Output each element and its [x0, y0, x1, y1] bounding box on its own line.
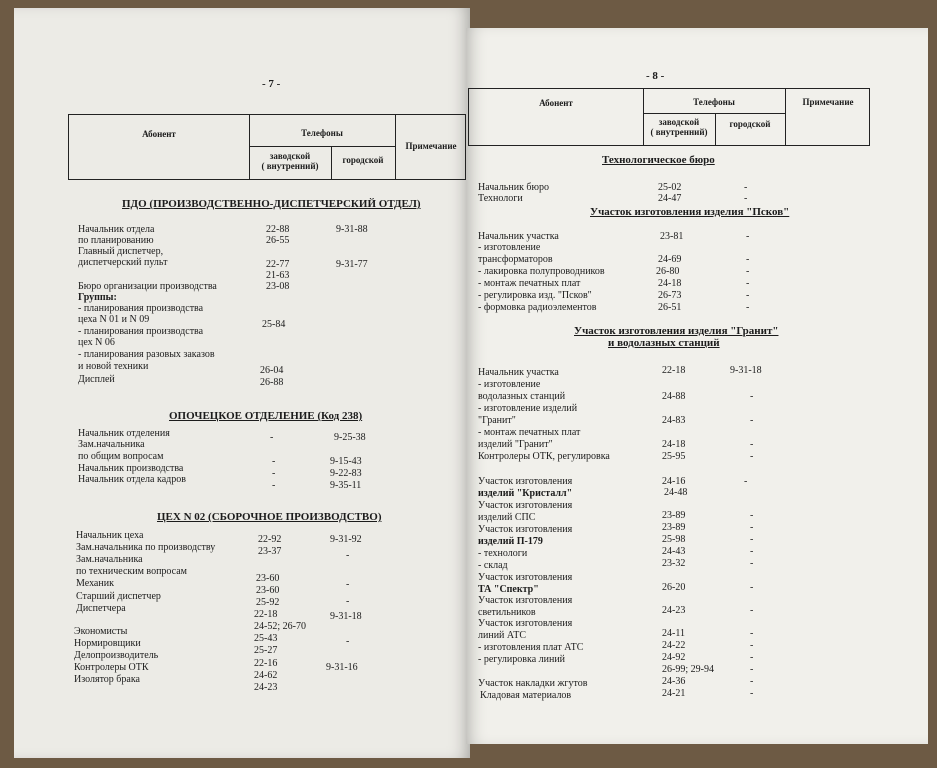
entry-internal: 24-88 — [662, 391, 686, 402]
section-title: Участок изготовления изделия "Гранит" — [574, 325, 779, 337]
entry-city: - — [750, 558, 754, 569]
entry-city: - — [750, 652, 754, 663]
entry-city: - — [744, 193, 748, 204]
entry-name: "Гранит" — [478, 415, 516, 426]
header-abonent: Абонент — [539, 98, 573, 108]
entry-city: - — [750, 534, 754, 545]
entry-city: 9-22-83 — [330, 468, 362, 479]
header-factory: заводской — [269, 151, 311, 161]
entry-name: по планированию — [78, 235, 154, 246]
entry-city: - — [750, 628, 754, 639]
entry-name: цеха N 01 и N 09 — [78, 314, 150, 325]
entry-city: - — [746, 266, 750, 277]
entry-name: диспетчерский пульт — [78, 257, 168, 268]
page-number: - 8 - — [646, 70, 665, 82]
entry-internal: 22-16 — [254, 658, 278, 669]
entry-internal: 23-37 — [258, 546, 282, 557]
entry-internal: 24-43 — [662, 546, 686, 557]
entry-name: Зам.начальника — [78, 439, 145, 450]
header-table — [468, 88, 870, 146]
entry-name: - изготовление изделий — [478, 403, 578, 414]
entry-name: - регулировка изд. "Псков" — [478, 290, 592, 301]
entry-name: Контролеры ОТК — [74, 662, 149, 673]
entry-name: Начальник отделения — [78, 428, 170, 439]
entry-internal: 24-69 — [658, 254, 682, 265]
right-page — [466, 28, 928, 744]
entry-name: Механик — [76, 578, 114, 589]
entry-name: Начальник участка — [478, 367, 559, 378]
entry-name: трансформаторов — [478, 254, 553, 265]
section-title: и водолазных станций — [608, 337, 720, 349]
entry-internal: 23-08 — [266, 281, 290, 292]
entry-internal: 25-27 — [254, 645, 278, 656]
entry-name: - лакировка полупроводников — [478, 266, 605, 277]
entry-internal: 23-81 — [660, 231, 684, 242]
entry-internal: 24-62 — [254, 670, 278, 681]
entry-name: - изготовления плат АТС — [478, 642, 584, 653]
entry-internal: 23-60 — [256, 573, 280, 584]
entry-name: Кладовая материалов — [480, 690, 572, 701]
entry-name: Начальник участка — [478, 231, 559, 242]
entry-city: - — [750, 582, 754, 593]
entry-name: Старший диспетчер — [76, 591, 161, 602]
entry-city: - — [750, 664, 754, 675]
entry-city: - — [746, 231, 750, 242]
entry-internal: 26-80 — [656, 266, 680, 277]
entry-city: - — [750, 522, 754, 533]
entry-name: Участок накладки жгутов — [478, 678, 588, 689]
entry-name: Дисплей — [78, 374, 115, 385]
header-abonent: Абонент — [142, 129, 176, 139]
entry-city: - — [750, 510, 754, 521]
entry-city: 9-31-77 — [336, 259, 368, 270]
entry-city: 9-31-18 — [330, 611, 362, 622]
header-phones: Телефоны — [693, 97, 735, 107]
entry-name: Участок изготовления — [478, 476, 573, 487]
section-title: Технологическое бюро — [602, 154, 715, 166]
entry-internal: 26-20 — [662, 582, 686, 593]
entry-internal: 21-63 — [266, 270, 290, 281]
entry-city: - — [346, 596, 350, 607]
entry-internal: - — [272, 468, 276, 479]
entry-name: Делопроизводитель — [74, 650, 159, 661]
entry-internal: 25-98 — [662, 534, 686, 545]
entry-name: Группы: — [78, 292, 117, 303]
entry-name: - планирования производства — [78, 326, 204, 337]
entry-name: Контролеры ОТК, регулировка — [478, 451, 610, 462]
entry-city: 9-31-16 — [326, 662, 358, 673]
entry-name: цех N 06 — [78, 337, 115, 348]
entry-name: изделий "Кристалл" — [478, 488, 573, 499]
entry-name: Технологи — [478, 193, 523, 204]
entry-name: линий АТС — [478, 630, 527, 641]
entry-internal: - — [272, 480, 276, 491]
entry-name: - изготовление — [478, 379, 541, 390]
entry-name: по общим вопросам — [78, 451, 164, 462]
entry-city: 9-15-43 — [330, 456, 362, 467]
entry-city: - — [746, 302, 750, 313]
section-title: ОПОЧЕЦКОЕ ОТДЕЛЕНИЕ (Код 238) — [169, 410, 363, 422]
entry-name: - планирования производства — [78, 303, 204, 314]
entry-name: - планирования разовых заказов — [78, 349, 215, 360]
entry-internal: 24-22 — [662, 640, 686, 651]
entry-city: - — [746, 278, 750, 289]
header-table — [68, 114, 466, 180]
entry-name: Участок изготовления — [478, 618, 573, 629]
entry-name: Бюро организации производства — [78, 281, 217, 292]
entry-city: 9-25-38 — [334, 432, 366, 443]
header-note: Примечание — [802, 97, 854, 107]
entry-name: - монтаж печатных плат — [478, 278, 581, 289]
entry-internal: 22-77 — [266, 259, 290, 270]
entry-internal: 25-43 — [254, 633, 278, 644]
entry-name: Участок изготовления — [478, 524, 573, 535]
entry-internal: 26-55 — [266, 235, 290, 246]
entry-internal: 23-89 — [662, 510, 686, 521]
entry-name: светильников — [478, 607, 536, 618]
entry-internal: 22-18 — [254, 609, 278, 620]
left-page — [14, 8, 470, 758]
entry-name: - монтаж печатных плат — [478, 427, 581, 438]
entry-name: Зам.начальника — [76, 554, 143, 565]
entry-internal: 24-16 — [662, 476, 686, 487]
entry-name: Начальник отдела — [78, 224, 155, 235]
entry-city: - — [750, 451, 754, 462]
entry-city: - — [346, 550, 350, 561]
entry-city: - — [744, 476, 748, 487]
entry-city: 9-31-18 — [730, 365, 762, 376]
entry-internal: 24-18 — [662, 439, 686, 450]
entry-internal: 25-95 — [662, 451, 686, 462]
entry-internal: 23-89 — [662, 522, 686, 533]
entry-city: - — [750, 439, 754, 450]
entry-name: Начальник отдела кадров — [78, 474, 186, 485]
header-city: городской — [729, 119, 771, 129]
entry-internal: 24-48 — [664, 487, 688, 498]
entry-name: Начальник производства — [78, 463, 184, 474]
entry-internal: 24-36 — [662, 676, 686, 687]
entry-name: Нормировщики — [74, 638, 141, 649]
entry-internal: 24-92 — [662, 652, 686, 663]
entry-internal: 24-47 — [658, 193, 682, 204]
entry-internal: 22-88 — [266, 224, 290, 235]
entry-internal: 24-52; 26-70 — [254, 621, 306, 632]
entry-city: - — [750, 546, 754, 557]
entry-name: по техническим вопросам — [76, 566, 188, 577]
entry-name: Участок изготовления — [478, 595, 573, 606]
entry-city: - — [346, 636, 350, 647]
entry-internal: 26-88 — [260, 377, 284, 388]
entry-city: - — [750, 676, 754, 687]
entry-internal: 24-23 — [254, 682, 278, 693]
entry-internal: 22-18 — [662, 365, 686, 376]
entry-city: 9-31-92 — [330, 534, 362, 545]
entry-city: - — [750, 605, 754, 616]
entry-internal: 24-23 — [662, 605, 686, 616]
entry-name: и новой техники — [78, 361, 149, 372]
page-number: - 7 - — [262, 78, 281, 90]
entry-internal: 26-99; 29-94 — [662, 664, 714, 675]
entry-internal: 24-18 — [658, 278, 682, 289]
entry-internal: - — [270, 432, 274, 443]
entry-internal: 24-11 — [662, 628, 685, 639]
section-title: Участок изготовления изделия "Псков" — [590, 206, 790, 218]
entry-name: - технологи — [478, 548, 528, 559]
section-title: ЦЕХ N 02 (СБОРОЧНОЕ ПРОИЗВОДСТВО) — [157, 511, 382, 523]
header-phones: Телефоны — [301, 128, 343, 138]
entry-name: - регулировка линий — [478, 654, 566, 665]
entry-name: Изолятор брака — [74, 674, 140, 685]
entry-city: - — [746, 254, 750, 265]
entry-city: 9-35-11 — [330, 480, 362, 491]
entry-name: Зам.начальника по производству — [76, 542, 216, 553]
entry-internal: 23-60 — [256, 585, 280, 596]
entry-city: - — [750, 640, 754, 651]
entry-name: - изготовление — [478, 242, 541, 253]
entry-internal: 23-32 — [662, 558, 686, 569]
entry-name: Экономисты — [74, 626, 128, 637]
entry-name: изделий СПС — [478, 512, 536, 523]
header-factory-internal: ( внутренний) — [650, 127, 708, 137]
entry-internal: 25-84 — [262, 319, 286, 330]
entry-internal: 26-04 — [260, 365, 284, 376]
entry-name: Диспетчера — [76, 603, 126, 614]
entry-internal: 25-02 — [658, 182, 682, 193]
section-title: ПДО (ПРОИЗВОДСТВЕННО-ДИСПЕТЧЕРСКИЙ ОТДЕЛ) — [122, 198, 421, 210]
entry-name: - формовка радиоэлементов — [478, 302, 597, 313]
entry-city: - — [744, 182, 748, 193]
entry-internal: 24-21 — [662, 688, 686, 699]
entry-internal: 22-92 — [258, 534, 282, 545]
entry-internal: 24-83 — [662, 415, 686, 426]
entry-name: Участок изготовления — [478, 572, 573, 583]
entry-internal: 26-51 — [658, 302, 682, 313]
entry-name: - склад — [478, 560, 508, 571]
entry-name: изделий "Гранит" — [478, 439, 553, 450]
entry-city: - — [750, 391, 754, 402]
entry-name: ТА "Спектр" — [478, 584, 539, 595]
entry-name: изделий П-179 — [478, 536, 543, 547]
entry-internal: - — [272, 456, 276, 467]
entry-internal: 25-92 — [256, 597, 280, 608]
entry-city: - — [746, 290, 750, 301]
entry-internal: 26-73 — [658, 290, 682, 301]
entry-name: Главный диспетчер, — [78, 246, 164, 257]
entry-name: Участок изготовления — [478, 500, 573, 511]
entry-name: Начальник бюро — [478, 182, 549, 193]
entry-city: 9-31-88 — [336, 224, 368, 235]
header-city: городской — [342, 155, 384, 165]
header-factory: заводской — [658, 117, 700, 127]
entry-city: - — [750, 688, 754, 699]
header-note: Примечание — [405, 141, 457, 151]
entry-city: - — [346, 579, 350, 590]
entry-name: водолазных станций — [478, 391, 566, 402]
header-factory-internal: ( внутренний) — [261, 161, 319, 171]
entry-name: Начальник цеха — [76, 530, 144, 541]
entry-city: - — [750, 415, 754, 426]
